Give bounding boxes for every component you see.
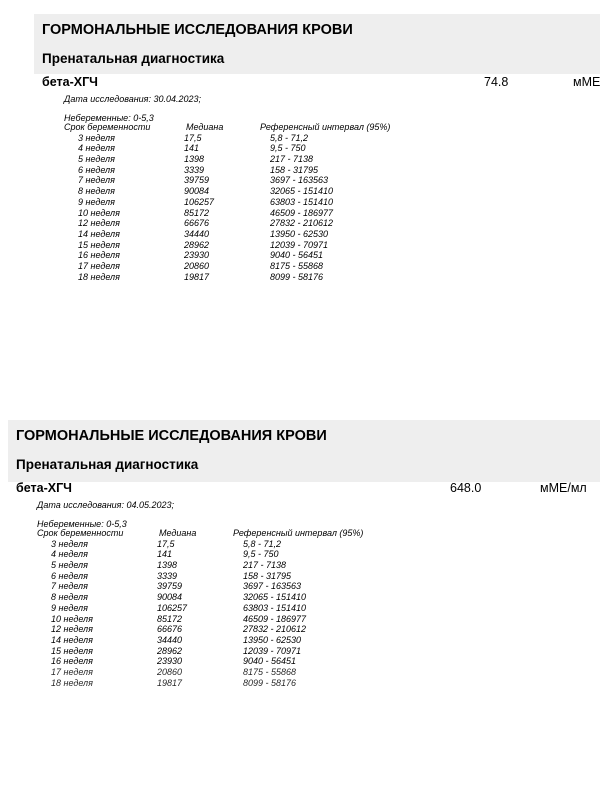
row-term: 16 неделя [51,656,93,667]
row-interval: 63803 - 151410 [243,602,307,613]
row-interval: 13950 - 62530 [243,634,302,645]
table-row [37,560,437,571]
row-median: 141 [184,143,200,154]
row-median: 1398 [184,154,205,165]
row-term: 12 неделя [51,624,93,635]
row-median: 39759 [157,581,183,592]
subsection-title: Пренатальная диагностика [16,457,199,472]
row-term: 5 неделя [51,560,88,571]
row-interval: 12039 - 70971 [270,239,329,250]
row-median: 17,5 [157,538,175,549]
test-name: бета-ХГЧ [42,75,98,89]
study-date: Дата исследования: 04.05.2023; [37,500,175,510]
row-interval: 9040 - 56451 [243,656,297,667]
row-median: 23930 [157,656,183,667]
row-interval: 63803 - 151410 [270,196,334,207]
row-term: 15 неделя [51,645,93,656]
table-row [37,667,437,678]
row-median: 28962 [157,645,183,656]
row-median: 106257 [184,196,215,207]
row-interval: 46509 - 186977 [243,613,307,624]
test-value: 648.0 [450,481,482,495]
table-row [37,603,437,614]
row-term: 8 неделя [78,186,115,197]
row-interval: 32065 - 151410 [243,592,307,603]
row-term: 17 неделя [78,260,120,271]
row-interval: 217 - 7138 [243,560,287,571]
row-median: 17,5 [184,132,202,143]
reference-table-body [37,539,437,689]
row-median: 23930 [184,250,210,261]
row-median: 1398 [157,560,178,571]
row-interval: 9040 - 56451 [270,250,324,261]
test-value: 74.8 [484,75,509,89]
section-title: ГОРМОНАЛЬНЫЕ ИССЛЕДОВАНИЯ КРОВИ [16,428,327,444]
table-row [37,592,437,603]
row-interval: 5,8 - 71,2 [270,132,309,143]
row-median: 85172 [184,207,210,218]
row-median: 3339 [184,164,205,175]
table-row [37,635,437,646]
row-term: 5 неделя [78,154,115,165]
row-median: 141 [157,549,173,560]
row-median: 3339 [157,570,178,581]
reference-table-header [37,528,437,539]
test-unit: мМЕ [573,75,600,89]
table-row [37,539,437,550]
header-term: Срок беременности [64,122,151,132]
row-term: 17 неделя [51,666,93,677]
header-median: Медиана [186,122,224,132]
row-interval: 8099 - 58176 [243,677,297,688]
header-interval: Референсный интервал (95%) [260,122,391,132]
row-interval: 27832 - 210612 [270,218,334,229]
table-row [37,624,437,635]
row-term: 6 неделя [51,570,88,581]
row-median: 34440 [184,228,210,239]
row-median: 66676 [184,218,210,229]
row-term: 18 неделя [78,271,120,282]
row-term: 8 неделя [51,592,88,603]
reference-table [37,528,437,688]
row-term: 9 неделя [51,602,88,613]
section-title: ГОРМОНАЛЬНЫЕ ИССЛЕДОВАНИЯ КРОВИ [42,22,353,38]
row-median: 90084 [184,186,210,197]
row-interval: 32065 - 151410 [270,186,334,197]
row-term: 4 неделя [51,549,88,560]
table-row [37,581,437,592]
row-interval: 8175 - 55868 [270,260,324,271]
row-term: 6 неделя [78,164,115,175]
row-term: 3 неделя [78,132,115,143]
row-interval: 8175 - 55868 [243,666,297,677]
row-median: 20860 [157,666,183,677]
row-term: 3 неделя [51,538,88,549]
row-interval: 158 - 31795 [243,570,292,581]
row-term: 16 неделя [78,250,120,261]
row-median: 85172 [157,613,183,624]
row-median: 20860 [184,260,210,271]
row-interval: 8099 - 58176 [270,271,324,282]
header-interval: Референсный интервал (95%) [233,528,364,538]
table-row [37,678,437,689]
header-median: Медиана [159,528,197,538]
table-row [37,549,437,560]
row-interval: 9,5 - 750 [270,143,306,154]
row-term: 7 неделя [51,581,88,592]
nonpregnant-range: Небеременные: 0-5,3 [64,113,154,123]
row-median: 28962 [184,239,210,250]
row-median: 34440 [157,634,183,645]
table-row [37,646,437,657]
row-term: 15 неделя [78,239,120,250]
row-term: 9 неделя [78,196,115,207]
row-term: 7 неделя [78,175,115,186]
row-interval: 158 - 31795 [270,164,319,175]
row-median: 19817 [184,271,210,282]
row-interval: 3697 - 163563 [243,581,302,592]
row-interval: 217 - 7138 [270,154,314,165]
row-term: 18 неделя [51,677,93,688]
row-interval: 13950 - 62530 [270,228,329,239]
row-median: 39759 [184,175,210,186]
test-name: бета-ХГЧ [16,481,72,495]
nonpregnant-range: Небеременные: 0-5,3 [37,519,127,529]
row-median: 90084 [157,592,183,603]
row-term: 12 неделя [78,218,120,229]
study-date: Дата исследования: 30.04.2023; [64,94,202,104]
row-interval: 12039 - 70971 [243,645,302,656]
row-interval: 46509 - 186977 [270,207,334,218]
table-row [37,614,437,625]
row-interval: 3697 - 163563 [270,175,329,186]
test-unit: мМЕ/мл [540,481,587,495]
row-median: 106257 [157,602,188,613]
row-term: 10 неделя [78,207,120,218]
table-row [37,656,437,667]
row-median: 66676 [157,624,183,635]
table-row [37,571,437,582]
row-term: 4 неделя [78,143,115,154]
row-median: 19817 [157,677,183,688]
header-term: Срок беременности [37,528,124,538]
row-interval: 9,5 - 750 [243,549,279,560]
row-term: 14 неделя [51,634,93,645]
row-term: 10 неделя [51,613,93,624]
row-term: 14 неделя [78,228,120,239]
row-interval: 5,8 - 71,2 [243,538,282,549]
row-interval: 27832 - 210612 [243,624,307,635]
subsection-title: Пренатальная диагностика [42,51,225,66]
